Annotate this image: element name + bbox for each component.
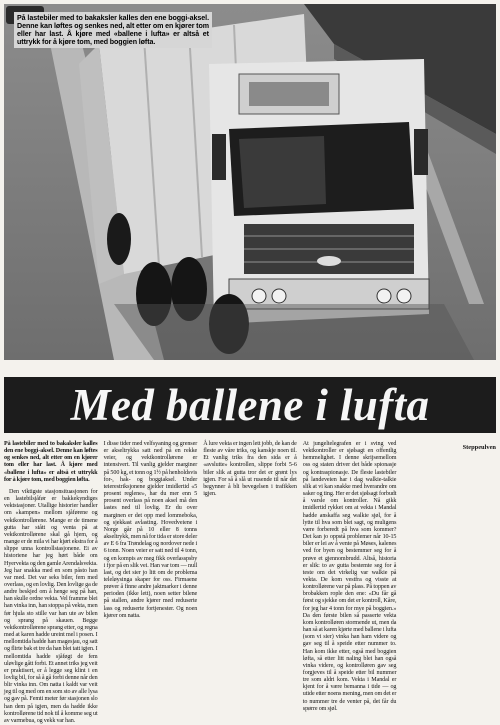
article-paragraph: I disse tider med velfsyaning og grenser er akseltrykka satt ned på en rekke veier, og vektkontrollørene er intensivert. Til vanlig gjelder marginer på 500 kg, et tonn og 1½ på henholdsvis for-, hak- og boggiaksel. Under teierestriksjonene gjelder imidlertid «5 prosent reglene», har du mer enn 5 prosent overlass på noen aksel må den lastes ned til lovlig. Er du over marginen er det opp med lommeboka, og sjekkast avlasting. Hovedveiene i Norge går på 10 eller 8 tonns akseltrykk, men nå for tida er store deler av E 6 fra Trøndelag og nordover nede i 6 tonn. Noen veier er satt ned til 4 tonn, og en kompis av meg fikk overlasspsby i fjor på en slik vei. Han var tom — null last, og det sier jo litt om de problema teleløysinga skaper for oss. Firmaene prøver å finne andre jaktmarker i denne perioden (ikke lett), noen setter bilene på stallen, andre kjører med reduserte lass og reduserte fortjenester. Og noen kjører om natta. xyxy=(103,441,198,619)
article-paragraph: Å lure vekta er ingen lett jobb, de kan de fleste av våre triks, og kanskje noen til. Et vanlig triks fra den sida er å «avslutte» kontrollen, slippe forbi 5-6 biler slik at gutta tror det er grønt lys igjen. For så å slå ut rusende til når det begynner å bli bevegelsen i trafikken igjen. xyxy=(203,441,297,498)
article-column-5 xyxy=(402,441,496,725)
article-column-2 xyxy=(104,441,198,725)
photo-caption: På lastebiler med to bakaksler kalles den ene boggi-aksel. Denne kan løftes og senkes ned, alt etter om en kjører tom eller har last. Å kjøre med «ballene i lufta» er altså et uttrykk for å kjøre tom, med boggien løfta. xyxy=(14,12,212,48)
truck-photo-image xyxy=(4,4,496,360)
article-column-3 xyxy=(203,441,297,725)
article-paragraph: At jungeltelegrafen er i sving ved vektkontroller er sjølsagt en offentlig hemmelighet. I denne skrijsemellom oss og staten driver det både spionasje og kontraspionasje. De fleste lastebiler på landeveien har i dag walkie-talkie slik at vi kan snakke med hverandre om saker og ting. Her er det sjølsagt forbudt å varsle om kontroller. Nå gikk imidlertid rykket om at vekta i Mandal hadde anskaffa seg walkie sjøl, for å lytte til hva som blei sagt, og muligens være forberedt på hva som kommer? Det kan jo oppstå problemer når 10-15 biler er lei av å vente på Møses, kalenes ved for byen og bestemmer seg for å prøve et gjennombrudd. Altså, historia er slik: to av gutta bestemte seg for å teste om det virkelig var walkie på vekta. De kom vestfra og visste at kontrollørene var på plass. På toppen av brobakken rople den ene: «Du får gå først og sjekke om det er kontroll, Kåre, for jeg har 4 tonn for mye på boggien.» Da den første bilen så passerte vekta kom kontrolløren stormende ut, men da han så at karen kjørte med ballene i lufta (som vi sier) vinka han ham videre og gav seg til å speide etter nummer to. Han kom ikke etter, også med boggien løfta, så etter litt naling blei han også vinka videre, og kontrolløren gav seg forgjeves til å speide etter bil nummer tre som aldri kom. Vekta i Mandal er kjent for å være bemanna i tide — og utide etter noens mening, men om det er to nummer tre de venter på, det får du spørre om sjøl. xyxy=(302,441,397,712)
headline-band xyxy=(4,377,496,433)
headline: Med ballene i lufta xyxy=(70,379,430,430)
article-column-1 xyxy=(4,441,98,725)
article-columns xyxy=(4,441,496,724)
article-intro: På lastebiler med to bakaksler kalles den ene boggi-aksel. Denne kan løftes og senkes ned, alt etter om en kjører tom eller har last. Å kjøre med «ballene i lufta» er altså et uttrykk for å kjøre tom, med boggien løfta. xyxy=(4,441,98,483)
article-paragraph: Den viktigste stasjonsituasjonen for en lastebilsjåfør er bakkekyndiges vektstasjoner. Utallige historier handler om «kampen» mellom sjåførene og vektkontrollørene. Mange er de timene gutta har stått og venta på at vektkontrollørene skal gå hjem, og mange er de mila vi har kjørt ekstra for å slippe unna kontrollstasjonene. Ei av historiene har jeg hørt både om Hyervekta og den gamle Arendalsvekta. Jeg har snakka med en som påsto han var med. Det var seks biler, fem med overlass, og en lovlig. Den lovlige ga de andre beskjed om å henge seg på han, han skulle ordne vekta. Vel framme blei han vinka inn, han stoppa på vekta, men før hjula sto stille var han ute av bilen og sprang på skauen. Begge vektkontrollørene sprang etter, og regna med at karen hadde ureint mel i posen. I mellomtida hadde han magesjau, og satt og flirte bak et tre da han blei tatt igjen. I mellomtida hadde sjåføgt de fem uløvlige gått forbi. Et annet triks jeg veit er praktisert, er å legge seg klint i en lovlig bil, for så å gå forbi denne når den blir vinka inn. Om natta i kaldt var veit jeg til og med om en som sto av alle lysa og gav på. Femti meter før stasjonen slo han dem på igjen, men da hadde ikke kontrollørene tid nok til å komme seg ut av varmebua, og vekk var han. xyxy=(4,488,98,724)
truck-photo xyxy=(4,4,496,360)
author-signature: Steppeulven xyxy=(462,444,496,451)
article-column-4 xyxy=(303,441,397,725)
